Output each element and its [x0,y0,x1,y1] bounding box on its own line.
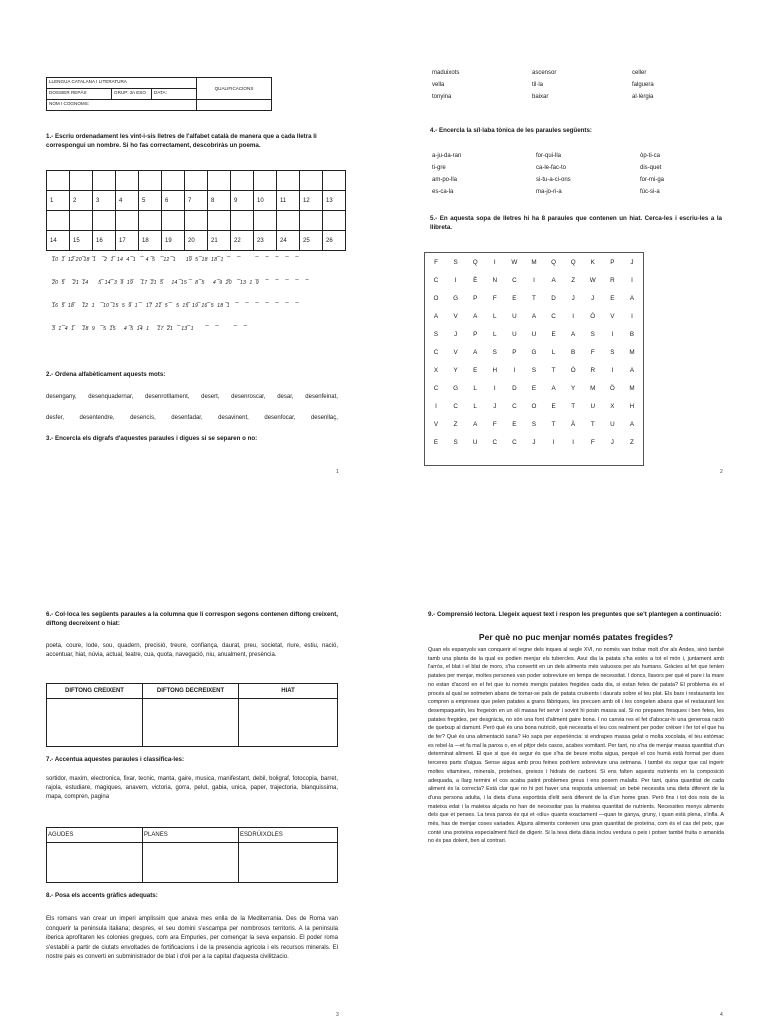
soup-letter[interactable]: I [493,385,496,392]
soup-letter[interactable]: J [591,295,595,302]
grid-number: 14 [47,231,70,251]
soup-row [427,277,641,295]
dossier-label: DOSSIER REPÀS [47,89,112,100]
soup-letter[interactable]: X [610,403,615,410]
question-4: 4.- Encercla la síl·laba tònica de les paraules següents: [430,127,592,134]
coded-poem: _ _ _ _ _ _ _ _ _ _ _ _ _ _ _ _ _ _ _ _ _ _ 10 1 12 20 18 1 2 1 14 4 1 4 5 12 1 19 5 18 18 1 _ _ _ _ _ _ _ _ _ _ _ _ _ _ _ _ _ _ _ _ _ _ _ 20 5 21 14 5 14 3 9 19 17 21 5 14 15 8 5 4 9 20 13 1 9 _ _ _ _ _ _ _ _ _ _ _ _ _ _ _ _ _ _ _ _ _ _ 16 5 18 12 1 10 15 5 9 1 17 21 5 5 15 19 16 5 18 1 _ _ _ _ _ _ _ _ _ _ _ _ _ _ _ _ 3 1 4 1 18 9 5 15 4 5 14 1 17 21 13 1 [52,251,312,332]
word-search [424,252,644,466]
word: for-qui-lla [536,153,562,159]
grid-cell [231,171,254,191]
question-5: 5.- En aquesta sopa de lletres hi ha 8 paraules que contenen un hiat. Cerca-les i escriu-les a la llibreta. [430,215,722,231]
soup-letter[interactable]: C [492,439,498,446]
soup-letter[interactable]: J [532,439,536,446]
page-4 [384,512,768,1024]
reading-title: Per què no puc menjar només patates fregides? [478,632,674,642]
answer-cell[interactable] [239,843,338,883]
soup-letter[interactable]: J [454,331,458,338]
grid-cell [162,171,185,191]
grid-cell [70,171,93,191]
word: ti-gre [432,165,446,171]
soup-letter[interactable]: E [512,295,517,302]
grid-number: 26 [323,231,346,251]
grid-number: 5 [139,191,162,211]
soup-letter[interactable]: S [531,421,537,428]
soup-row [427,367,641,385]
answer-cell[interactable] [47,843,143,883]
word: desengany, [46,394,77,400]
word: a-ju-da-ran [432,153,462,159]
question-8-text: Els romans van crear un imperi amplissim que anava mes enlla de la Mediterrania. Des de Roma van conquerir la peninsula italiana; despres, el seu domini s'escampa per nombrosos territoris. A la peninsula iberica aprofitaren les colonies gregues, com ara Empuries, per començar la seva expansio. El poder roma s'estabili a partir de ciutats envoltades de fortificacions i de la presencia agricola i els recursos minerals. El nostre pais es converti en subministrador de blat i d'oli per a la capital d'aquesta civilitzacio. [46,916,338,960]
soup-letter[interactable]: E [531,385,537,392]
soup-letter[interactable]: C [433,277,439,284]
soup-letter[interactable]: M [531,259,537,266]
soup-row [427,439,641,457]
soup-letter[interactable]: V [610,313,615,320]
grid-number: 21 [208,231,231,251]
soup-letter[interactable]: C [512,277,517,284]
accent-table [46,827,338,883]
soup-letter[interactable]: Z [630,439,634,446]
soup-letter[interactable]: L [473,385,477,392]
column-header: DIFTONG CREIXENT [47,684,143,699]
answer-cell[interactable] [239,699,338,747]
word: es-ca-la [432,189,454,195]
word: desencís, [130,415,156,421]
soup-letter[interactable]: R [610,277,615,284]
soup-letter[interactable]: V [453,313,458,320]
soup-letter[interactable]: H [629,403,635,410]
soup-letter[interactable]: I [454,277,457,284]
question-7-words: sortidor, maxim, electronica, fixar, tecnic, manta, gaire, musica, manifestant, debil, boligraf, fotocopia, barret, rajola, estudiare, magiques, anavem, victoria, gorra, pelut, gabia, unica, paper, trajectoria, blanquissima, mapa, compren, pagina [46,776,338,800]
soup-letter[interactable]: P [473,331,478,338]
soup-letter[interactable]: M [629,349,635,356]
word: maduixots [432,70,460,76]
soup-row [427,349,641,367]
soup-row [427,259,641,277]
grid-number: 3 [93,191,116,211]
column-header: HIAT [239,684,338,699]
question-1: 1.- Escriu ordenadament les vint-i-sis lletres de l'alfabet català de manera que a cada lletra li correspongui un nombre. Si ho fas correctament, descobriràs un poema. [46,133,317,149]
soup-letter[interactable]: D [512,385,517,392]
soup-letter[interactable]: S [453,439,458,446]
grid-number: 17 [116,231,139,251]
grid-number: 20 [185,231,208,251]
grid-cell [323,171,346,191]
grid-cell [208,171,231,191]
soup-letter[interactable]: C [433,385,439,392]
question-7: 7.- Accentua aquestes paraules i classifica-les: [46,756,185,763]
soup-letter[interactable]: F [590,349,595,356]
word: ma-jo-ri-a [536,189,562,195]
question-9: 9.- Comprensió lectora. Llegeix aquest text i respon les preguntes que se't plantegen a continuació: [428,611,722,618]
word: desenfadar, [171,415,203,421]
word: ca-le-fac-to [536,165,567,171]
grid-cell [254,171,277,191]
grid-number: 1 [47,191,70,211]
soup-letter[interactable]: A [531,313,537,320]
column-header: DIFTONG DECREIXENT [143,684,239,699]
word: desenllaç, [310,415,338,421]
soup-letter[interactable]: A [473,349,478,356]
soup-letter[interactable]: S [433,331,439,338]
soup-letter[interactable]: P [512,349,517,356]
soup-letter[interactable]: A [571,331,576,338]
grid-cell [70,211,93,231]
soup-letter[interactable]: E [512,421,517,428]
soup-letter[interactable]: Y [453,367,458,374]
grid-number: 9 [231,191,254,211]
grid-cell [300,211,323,231]
soup-letter[interactable]: I [611,367,614,374]
soup-letter[interactable]: P [610,259,615,266]
soup-letter[interactable]: W [511,259,518,266]
soup-letter[interactable]: I [631,277,633,284]
answer-cell[interactable] [47,699,143,747]
soup-letter[interactable]: A [473,313,478,320]
column-header: AGUDES [47,828,143,843]
soup-letter[interactable]: S [492,349,497,356]
soup-letter[interactable]: E [473,367,478,374]
soup-letter[interactable]: U [610,421,615,428]
soup-letter[interactable]: F [492,421,497,428]
soup-letter[interactable]: J [571,295,575,302]
word: ascensor [532,70,557,76]
soup-letter[interactable]: H [492,367,498,374]
word: al·lèrgia [632,94,654,100]
grid-number: 6 [162,191,185,211]
soup-letter[interactable]: U [512,331,517,338]
soup-letter[interactable]: E [551,331,556,338]
grid-number: 10 [254,191,277,211]
reading-text: Quan els espanyols van conquerir el regne dels inques al segle XVI, no només van trobar molt d'or als Andes, sinó també tamb una planta de la qual es podien menjar els tubercles. Avui dia la patata s'ha estès a tot el món i, juntament amb l'arròs, el blat i el blat de moro, s'ha convertit en un dels aliments més valuosos per als humans. Gràcies al fet que tenien patates per menjar, moltes persones van poder sobreviure en temps de necessitat. I doncs, llavors per què el pare i la mare no estan d'acord en el fet que tu només mengis patates fregides cada dia, si estan fetes de patata? El problema és el procés al qual se sotmeten abans de tornar-se pals de patata cruixents i daurats sobre el teu plat. Els bars i restaurants les compren a empreses que pelen patates a grans fàbriques, les precuen amb oli i les congelen abans que el restaurant les desempaquetin, les fregeixin en un oli massa fet servir i sovint hi posin massa sal. Si no preparen fresques i ben fetes, les patates fregides, per desgràcia, no són una font d'aliment gaire bona. I no canvia res el fet d'abocar-hi una generosa ració de quetxup al damunt. Però què és una bona nutrició, què necessita el teu cos realment per poder créixer i fer tot el que ha de fer? Què és una alimentació sana? Ho saps per experiència: si endrapes massa gelat o molta xocolata, el teu estómac es rebel·la —et fa mal la panxa o, en el pitjor dels casos, acabes vomitant. Per tant, no s'ha de menjar massa quantitat d'un determinat aliment. El que si que és segur és que s'ha de beure molta aigua, perquè el cos humà està format per dues terceres parts d'aigua. Sense aigua amb prou feines podríem sobreviure una setmana. I també és segur que cal ingerir moltes vitamines, minerals, proteïnes, greixos i hidrats de carboni. Si ens falten aquests nutrients en la composició adequada, a llarg termini el cos acaba patint problemes greus i ens posem malalts. Per tant, quina quantitat de cada aliment és la correcta? Està clar que no hi pot haver una resposta universal; un bebè necessita una dieta diferent de la d'una persona adulta, i la dieta d'una esportista d'elit serà diferent de la d'un home gran. Però fins i tot dos nois de la mateixa edat i la mateixa alçada no han de necessitar pas la mateixa quantitat de nutrients. Necessites menys aliments dels que et penses. La teva panxa és qui et «diu» quants exactament —quan te ganya, gruny, i quan està plena, s'infla. A més, has de menjar coses variades. Alguns aliments contenen una gran quantitat de proteïna, com és el cas del peix, que conté una proteïna especialment fàcil de digerir. Si la teva dieta diària inclou verdura o peix i potser també fruita o amanida no és pas dolent, ben al contrari. [428,647,724,845]
soup-letter[interactable]: A [551,385,556,392]
soup-letter[interactable]: X [433,367,439,374]
soup-letter[interactable]: I [611,331,614,338]
soup-letter[interactable]: S [453,259,458,266]
question-2: 2.- Ordena alfabèticament aquests mots: [46,371,166,378]
soup-letter[interactable]: T [571,403,576,410]
grid-cell [162,211,185,231]
soup-letter[interactable]: T [551,421,556,428]
soup-letter[interactable]: G [453,295,459,302]
grid-number: 13 [323,191,346,211]
soup-letter[interactable]: L [493,313,497,320]
soup-letter[interactable]: I [493,259,496,266]
soup-letter[interactable]: B [571,349,576,356]
grid-cell [47,211,70,231]
soup-row [427,385,641,403]
word: desenfeinat, [305,394,338,400]
soup-letter[interactable]: T [590,421,595,428]
word: fúc-si-a [640,189,660,195]
page-2 [384,0,768,512]
grid-number: 19 [162,231,185,251]
page-number: 4 [720,1012,723,1018]
grid-number: 7 [185,191,208,211]
soup-letter[interactable]: K [590,259,595,266]
word: til·la [532,82,544,88]
word: òp-ti-ca [640,153,661,159]
soup-letter[interactable]: Z [453,421,458,428]
answer-cell[interactable] [143,699,239,747]
soup-letter[interactable]: R [590,367,596,374]
page-number: 3 [336,1012,339,1018]
name-label: NOM I COGNOMS: [47,100,197,111]
soup-letter[interactable]: J [630,259,634,266]
soup-letter[interactable]: I [435,403,437,410]
grid-number: 18 [139,231,162,251]
soup-letter[interactable]: S [531,367,537,374]
question-6: 6.- Col·loca les següents paraules a la columna que li correspon segons contenen diftong creixent, diftong decreixent o hiat: [46,611,338,627]
soup-letter[interactable]: F [590,439,595,446]
code-line: 16 5 18 12 1 10 15 5 9 1 17 21 5 5 15 19 16 5 18 1 [52,303,230,309]
code-line: 20 5 21 14 5 14 3 9 19 17 21 5 14 15 8 5 4 9 20 13 1 9 [52,280,259,286]
soup-letter[interactable]: C [433,349,439,356]
soup-letter[interactable]: Q [551,259,557,266]
soup-letter[interactable]: U [531,331,537,338]
soup-letter[interactable]: M [629,385,635,392]
column-header: ESDRÚIXOLES [239,828,338,843]
soup-letter[interactable]: O [433,295,439,302]
soup-letter[interactable]: Ò [570,367,576,374]
soup-row [427,421,641,439]
soup-letter[interactable]: M [590,385,596,392]
soup-letter[interactable]: Ö [609,385,615,392]
soup-letter[interactable]: E [610,295,615,302]
soup-letter[interactable]: U [512,313,517,320]
soup-letter[interactable]: G [453,385,459,392]
soup-letter[interactable]: È [473,277,478,284]
header-box [46,77,272,111]
grid-number: 16 [93,231,116,251]
grid-number: 8 [208,191,231,211]
grid-number: 23 [254,231,277,251]
grid-number: 11 [277,191,300,211]
syllable-words [432,150,722,198]
word: desentendre, [79,415,115,421]
soup-letter[interactable]: D [551,295,556,302]
word: si-tu-a-ci-ons [536,177,571,183]
word: baixar [532,94,549,100]
grid-cell [185,171,208,191]
soup-letter[interactable]: B [629,331,635,338]
word: desfer, [46,415,65,421]
soup-letter[interactable]: F [434,259,438,266]
grid-cell [93,211,116,231]
word: falguera [632,82,654,88]
soup-letter[interactable]: O [531,403,537,410]
group-label: GRUP: 2n ESO [112,89,152,100]
soup-letter[interactable]: F [492,295,497,302]
soup-letter[interactable]: E [433,439,439,446]
soup-letter[interactable]: L [473,403,477,410]
grid-number: 2 [70,191,93,211]
soup-letter[interactable]: A [551,277,556,284]
word: desert, [201,394,220,400]
grid-number: 4 [116,191,139,211]
grid-number: 15 [70,231,93,251]
words-row [46,394,338,400]
word: dis-quet [640,165,662,171]
soup-letter[interactable]: L [493,331,497,338]
soup-letter[interactable]: T [551,367,556,374]
grid-cell [93,171,116,191]
grid-cell [323,211,346,231]
soup-letter[interactable]: C [512,439,517,446]
word: celler [632,70,647,76]
grid-cell [300,171,323,191]
grid-cell [139,171,162,191]
soup-letter[interactable]: S [590,331,595,338]
grid-cell [116,171,139,191]
soup-row [427,403,641,421]
soup-letter[interactable]: T [532,295,536,302]
soup-letter[interactable]: V [433,421,439,428]
soup-letter[interactable]: U [590,403,596,410]
soup-letter[interactable]: V [453,349,458,356]
soup-letter[interactable]: Z [571,277,576,284]
word: vella [432,82,445,88]
soup-letter[interactable]: W [589,277,596,284]
diphthong-table [46,683,338,747]
column-header: PLANES [143,828,239,843]
page-number: 1 [336,469,339,475]
soup-letter[interactable]: I [552,439,555,446]
grid-cell [208,211,231,231]
grid-number: 22 [231,231,254,251]
word: desenfocar, [264,415,296,421]
question-6-words: poeta, coure, lode, sou, quadern, precisió, treure, confiança, daurat, preu, societat, riure, estiu, nació, accentuar, hiat, núvia, actual, teatre, cua, quota, navegació, niu, anualment, presència. [46,643,338,658]
soup-letter[interactable]: C [512,403,517,410]
grid-number: 12 [300,191,323,211]
soup-letter[interactable]: Y [571,385,576,392]
grid-cell [185,211,208,231]
soup-letter[interactable]: U [472,439,478,446]
code-line: 10 1 12 20 18 1 2 1 14 4 1 4 5 12 1 19 5 18 18 1 [52,257,224,263]
soup-letter[interactable]: C [551,313,556,320]
page-1 [0,0,384,512]
answer-cell[interactable] [143,843,239,883]
soup-letter[interactable]: A [473,421,478,428]
soup-letter[interactable]: I [513,367,516,374]
soup-letter[interactable]: I [572,439,575,446]
soup-letter[interactable]: I [631,313,633,320]
soup-letter[interactable]: J [493,403,497,410]
soup-letter[interactable]: E [551,403,556,410]
soup-letter[interactable]: A [629,295,635,302]
soup-row [427,331,641,349]
word: desavinent, [218,415,249,421]
soup-letter[interactable]: L [551,349,556,356]
word: desenquadernar, [88,394,134,400]
word: for-mi-ga [640,177,665,183]
soup-letter[interactable]: G [531,349,537,356]
subject-label: LLENGUA CATALANA I LITERATURA [47,78,197,89]
grid-cell [139,211,162,231]
soup-letter[interactable]: Q [472,259,478,266]
soup-letter[interactable]: A [433,313,439,320]
soup-letter[interactable]: A [629,421,635,428]
grades-label: QUALIFICACIONS [197,78,272,100]
soup-letter[interactable]: À [571,421,576,428]
grid-cell [231,211,254,231]
soup-letter[interactable]: I [572,313,575,320]
question-3: 3.- Encercla els dígrafs d'aquestes paraules i digues si se separen o no: [46,435,258,442]
code-line: 3 1 4 1 18 9 5 15 4 5 14 1 17 21 13 1 [52,326,194,332]
grid-number: 24 [277,231,300,251]
digraph-words [432,67,722,103]
page-number: 2 [720,469,723,475]
soup-letter[interactable]: I [533,277,535,284]
soup-row [427,295,641,313]
date-label: DATA: [152,89,197,100]
soup-letter[interactable]: C [453,403,458,410]
word: am-po-lla [432,177,458,183]
word: tonyina [432,94,452,100]
grid-cell [277,211,300,231]
word: desar, [277,394,294,400]
words-row [46,415,338,421]
grid-cell [277,171,300,191]
word: desenroscar, [231,394,266,400]
word: desenrotllament, [145,394,190,400]
soup-letter[interactable]: Ó [590,313,596,320]
soup-letter[interactable]: J [610,439,614,446]
grid-cell [116,211,139,231]
question-8: 8.- Posa els accents gràfics adequats: [46,892,158,899]
page-3 [0,512,384,1024]
soup-row [427,313,641,331]
soup-letter[interactable]: A [629,367,635,374]
grid-number: 25 [300,231,323,251]
grid-cell [47,171,70,191]
soup-letter[interactable]: N [492,277,498,284]
alphabet-number-grid [46,170,346,251]
soup-letter[interactable]: S [610,349,615,356]
grid-cell [254,211,277,231]
soup-letter[interactable]: P [473,295,478,302]
soup-letter[interactable]: Q [570,259,576,266]
